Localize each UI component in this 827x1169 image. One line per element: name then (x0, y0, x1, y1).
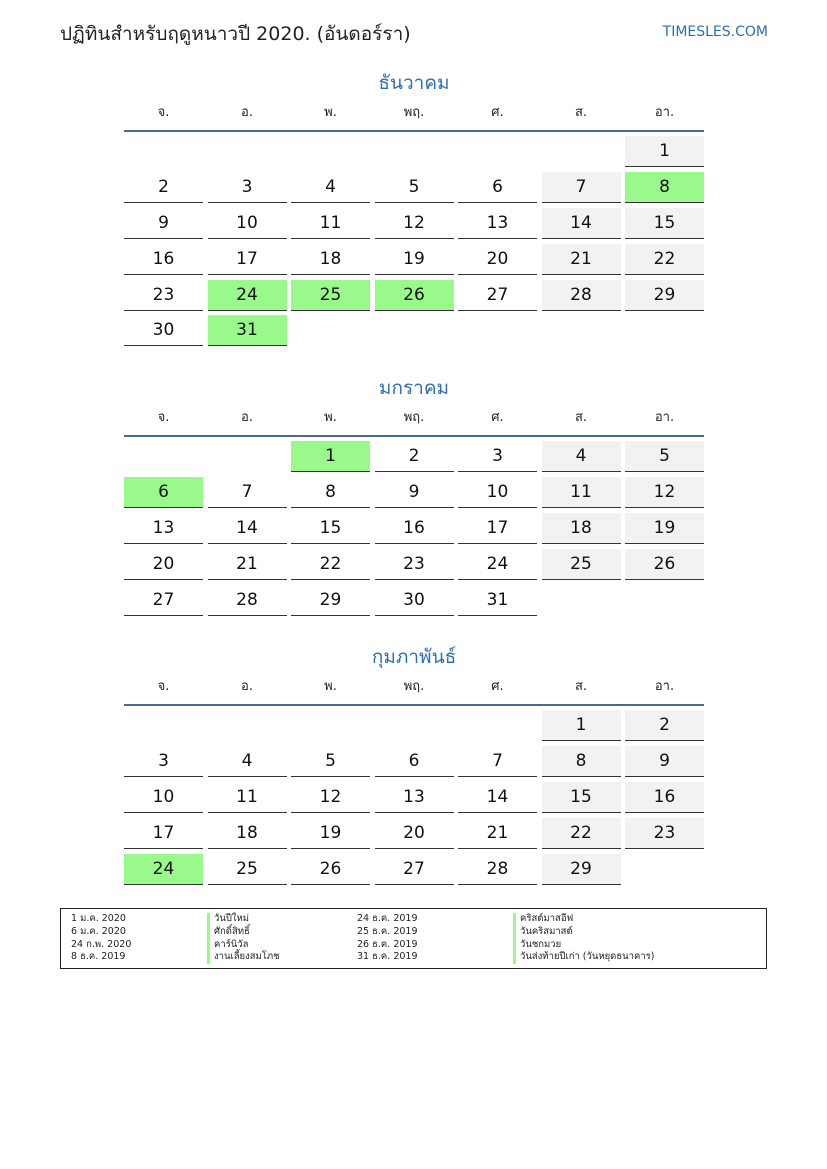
legend-date: 8 ธ.ค. 2019 (71, 951, 126, 963)
day-grid (124, 136, 704, 347)
week-row (124, 818, 704, 850)
day-cell: 23 (124, 280, 203, 311)
legend-holiday-name: ศักดิ์สิทธิ์ (207, 926, 280, 939)
holiday-day-cell: 25 (291, 280, 370, 311)
day-cell: 21 (458, 818, 537, 849)
weekday-label: พฤ. (403, 679, 425, 694)
day-cell: 13 (124, 513, 203, 544)
day-cell: 19 (291, 818, 370, 849)
day-cell: 28 (208, 585, 287, 616)
legend-holiday-name: คาร์นิวัล (207, 939, 280, 952)
month-february (124, 642, 704, 889)
empty-cell (208, 136, 287, 167)
holiday-day-cell: 26 (375, 280, 454, 311)
day-cell: 2 (375, 441, 454, 472)
week-row (124, 746, 704, 778)
day-cell: 31 (458, 585, 537, 616)
week-row (124, 854, 704, 886)
day-cell: 5 (375, 172, 454, 203)
week-row (124, 208, 704, 240)
day-cell: 12 (375, 208, 454, 239)
week-row (124, 477, 704, 509)
weekend-day-cell: 2 (625, 710, 704, 741)
month-name: กุมภาพันธ์ (371, 646, 457, 668)
week-row (124, 280, 704, 312)
empty-cell (625, 585, 704, 616)
empty-cell (124, 136, 203, 167)
empty-cell (375, 710, 454, 741)
weekend-day-cell: 9 (625, 746, 704, 777)
empty-cell (291, 710, 370, 741)
day-cell: 30 (375, 585, 454, 616)
holiday-day-cell: 1 (291, 441, 370, 472)
holiday-day-cell: 24 (124, 854, 203, 885)
weekday-label: ส. (574, 679, 588, 694)
day-cell: 17 (208, 244, 287, 275)
weekend-day-cell: 8 (542, 746, 621, 777)
empty-cell (375, 315, 454, 346)
day-cell: 18 (208, 818, 287, 849)
weekend-day-cell: 18 (542, 513, 621, 544)
weekend-day-cell: 22 (542, 818, 621, 849)
day-cell: 10 (124, 782, 203, 813)
day-cell: 21 (208, 549, 287, 580)
weekday-label: อ. (241, 679, 253, 694)
day-cell: 7 (208, 477, 287, 508)
empty-cell (124, 441, 203, 472)
empty-cell (625, 854, 704, 885)
weekday-label: พฤ. (403, 410, 425, 425)
weekend-day-cell: 15 (542, 782, 621, 813)
weekday-label: อา. (654, 105, 675, 120)
week-row (124, 136, 704, 168)
day-cell: 13 (458, 208, 537, 239)
week-row (124, 172, 704, 204)
day-grid (124, 710, 704, 886)
day-cell: 10 (208, 208, 287, 239)
week-row (124, 710, 704, 742)
page-title: ปฏิทินสำหรับฤดูหนาวปี 2020. (อันดอร์รา) (60, 23, 411, 45)
weekend-day-cell: 5 (625, 441, 704, 472)
legend-holiday-name: คริสต์มาสอีฟ (513, 913, 654, 926)
legend-holiday-name: วันคริสมาสต์ (513, 926, 654, 939)
weekend-day-cell: 21 (542, 244, 621, 275)
weekend-day-cell: 4 (542, 441, 621, 472)
weekday-header (124, 674, 704, 706)
day-cell: 17 (124, 818, 203, 849)
day-cell: 14 (208, 513, 287, 544)
holiday-day-cell: 8 (625, 172, 704, 203)
weekend-day-cell: 7 (542, 172, 621, 203)
day-cell: 9 (375, 477, 454, 508)
weekend-day-cell: 23 (625, 818, 704, 849)
weekday-label: พ. (324, 105, 337, 120)
legend-date: 26 ธ.ค. 2019 (357, 938, 418, 950)
weekday-label: พ. (324, 410, 337, 425)
day-cell: 13 (375, 782, 454, 813)
holiday-day-cell: 31 (208, 315, 287, 346)
weekday-label: ศ. (491, 410, 504, 425)
month-january (124, 373, 704, 620)
day-cell: 2 (124, 172, 203, 203)
weekday-label: จ. (157, 410, 170, 425)
weekday-label: อา. (654, 410, 675, 425)
holiday-day-cell: 24 (208, 280, 287, 311)
empty-cell (458, 710, 537, 741)
day-cell: 11 (291, 208, 370, 239)
week-row (124, 549, 704, 581)
empty-cell (542, 585, 621, 616)
month-name: มกราคม (378, 377, 450, 399)
empty-cell (124, 710, 203, 741)
day-cell: 9 (124, 208, 203, 239)
legend-names-left (207, 913, 280, 964)
day-cell: 23 (375, 549, 454, 580)
weekend-day-cell: 14 (542, 208, 621, 239)
day-cell: 27 (375, 854, 454, 885)
empty-cell (375, 136, 454, 167)
day-cell: 27 (124, 585, 203, 616)
legend-holiday-name: วันปีใหม่ (207, 913, 280, 926)
holiday-day-cell: 6 (124, 477, 203, 508)
day-cell: 20 (124, 549, 203, 580)
day-cell: 16 (375, 513, 454, 544)
weekend-day-cell: 26 (625, 549, 704, 580)
weekday-header (124, 100, 704, 132)
legend-holiday-name: วันชกมวย (513, 939, 654, 952)
day-cell: 4 (291, 172, 370, 203)
weekday-label: จ. (157, 679, 170, 694)
legend-date: 1 ม.ค. 2020 (71, 913, 126, 924)
legend-dates-right (357, 913, 418, 964)
empty-cell (625, 315, 704, 346)
day-cell: 19 (375, 244, 454, 275)
weekend-day-cell: 15 (625, 208, 704, 239)
day-cell: 18 (291, 244, 370, 275)
day-cell: 28 (458, 854, 537, 885)
day-cell: 14 (458, 782, 537, 813)
weekend-day-cell: 16 (625, 782, 704, 813)
weekend-day-cell: 12 (625, 477, 704, 508)
weekday-label: จ. (157, 105, 170, 120)
weekend-day-cell: 1 (542, 710, 621, 741)
legend-date: 31 ธ.ค. 2019 (357, 951, 418, 963)
day-cell: 26 (291, 854, 370, 885)
day-cell: 20 (458, 244, 537, 275)
legend-date: 24 ธ.ค. 2019 (357, 913, 418, 924)
day-cell: 11 (208, 782, 287, 813)
legend-names-right (513, 913, 654, 964)
week-row (124, 513, 704, 545)
day-cell: 30 (124, 315, 203, 346)
day-cell: 29 (291, 585, 370, 616)
week-row (124, 244, 704, 276)
week-row (124, 441, 704, 473)
day-cell: 24 (458, 549, 537, 580)
day-cell: 22 (291, 549, 370, 580)
week-row (124, 315, 704, 347)
legend-dates-left (71, 913, 131, 964)
week-row (124, 782, 704, 814)
month-december (124, 68, 704, 351)
day-cell: 5 (291, 746, 370, 777)
weekend-day-cell: 22 (625, 244, 704, 275)
weekend-day-cell: 28 (542, 280, 621, 311)
legend-date: 24 ก.พ. 2020 (71, 938, 132, 950)
day-cell: 3 (124, 746, 203, 777)
day-cell: 16 (124, 244, 203, 275)
weekend-day-cell: 11 (542, 477, 621, 508)
empty-cell (542, 136, 621, 167)
weekend-day-cell: 29 (542, 854, 621, 885)
day-cell: 7 (458, 746, 537, 777)
empty-cell (291, 315, 370, 346)
holiday-legend (60, 908, 767, 969)
month-name: ธันวาคม (378, 72, 450, 94)
day-grid (124, 441, 704, 617)
day-cell: 10 (458, 477, 537, 508)
day-cell: 4 (208, 746, 287, 777)
day-cell: 12 (291, 782, 370, 813)
weekday-label: ส. (574, 410, 588, 425)
legend-holiday-name: วันส่งท้ายปีเก่า (วันหยุดธนาคาร) (513, 951, 654, 964)
weekday-label: พฤ. (403, 105, 425, 120)
empty-cell (291, 136, 370, 167)
weekday-label: อ. (241, 105, 253, 120)
day-cell: 20 (375, 818, 454, 849)
empty-cell (542, 315, 621, 346)
weekday-header (124, 405, 704, 437)
empty-cell (458, 315, 537, 346)
weekday-label: อ. (241, 410, 253, 425)
legend-date: 6 ม.ค. 2020 (71, 925, 126, 937)
weekday-label: ศ. (491, 105, 504, 120)
week-row (124, 585, 704, 617)
day-cell: 17 (458, 513, 537, 544)
weekday-label: อา. (654, 679, 675, 694)
day-cell: 25 (208, 854, 287, 885)
weekend-day-cell: 25 (542, 549, 621, 580)
day-cell: 3 (208, 172, 287, 203)
day-cell: 27 (458, 280, 537, 311)
site-link[interactable]: TIMESLES.COM (662, 24, 768, 40)
day-cell: 8 (291, 477, 370, 508)
legend-holiday-name: งานเลี้ยงสมโภช (207, 951, 280, 964)
weekday-label: ศ. (491, 679, 504, 694)
weekday-label: พ. (324, 679, 337, 694)
weekend-day-cell: 29 (625, 280, 704, 311)
day-cell: 6 (375, 746, 454, 777)
weekend-day-cell: 19 (625, 513, 704, 544)
empty-cell (458, 136, 537, 167)
weekend-day-cell: 1 (625, 136, 704, 167)
weekday-label: ส. (574, 105, 588, 120)
empty-cell (208, 710, 287, 741)
day-cell: 6 (458, 172, 537, 203)
day-cell: 15 (291, 513, 370, 544)
legend-date: 25 ธ.ค. 2019 (357, 925, 418, 937)
day-cell: 3 (458, 441, 537, 472)
empty-cell (208, 441, 287, 472)
